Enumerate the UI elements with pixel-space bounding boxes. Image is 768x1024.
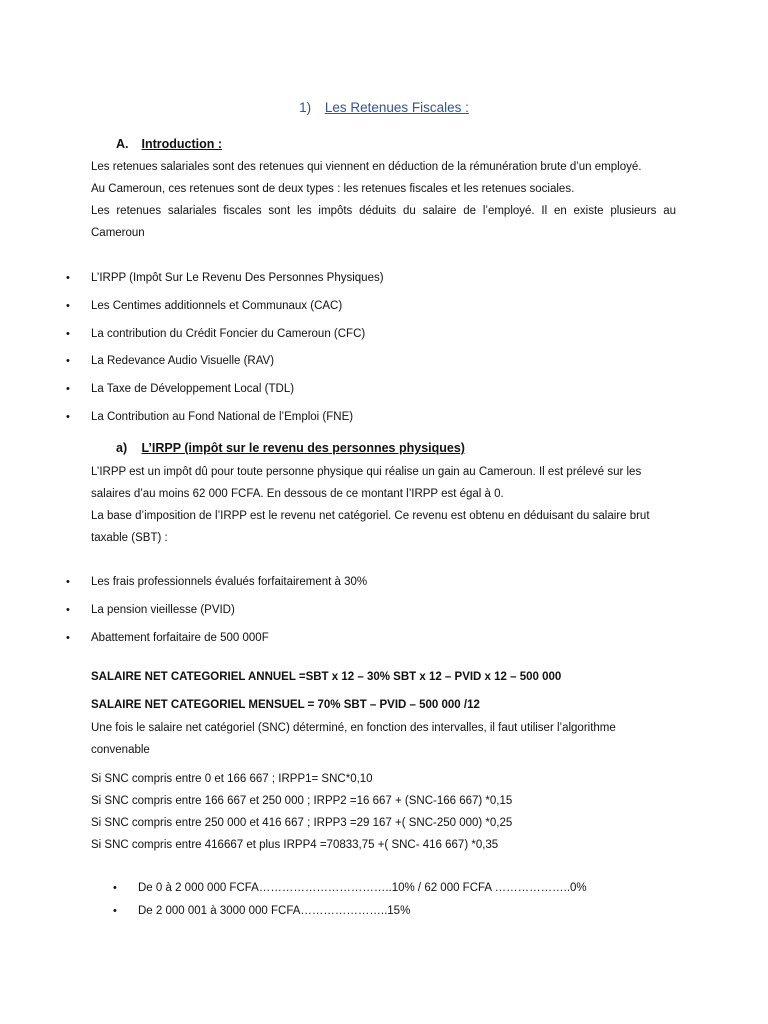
intro-heading <box>116 137 222 151</box>
list-item: De 2 000 001 à 3000 000 FCFA…………………..15% <box>138 905 411 917</box>
section-title: Les Retenues Fiscales : <box>324 100 469 115</box>
bullet-icon: • <box>66 632 70 644</box>
list-item: L’IRPP (Impôt Sur Le Revenu Des Personnes Physiques) <box>91 272 384 284</box>
formula-annual: SALAIRE NET CATEGORIEL ANNUEL =SBT x 12 – 30% SBT x 12 – PVID x 12 – 500 000 <box>91 671 562 683</box>
bullet-icon: • <box>66 411 70 423</box>
irpp-line: taxable (SBT) : <box>91 532 168 544</box>
bullet-icon: • <box>66 300 70 312</box>
bullet-icon: • <box>66 576 70 588</box>
bullet-icon: • <box>66 383 70 395</box>
list-item: Les Centimes additionnels et Communaux (CAC) <box>91 300 343 312</box>
list-item: De 0 à 2 000 000 FCFA……………………………..10% / 62 000 FCFA ………………..0% <box>138 882 587 894</box>
list-item: La Contribution au Fond National de l’Emploi (FNE) <box>91 411 354 423</box>
bullet-icon: • <box>113 882 117 894</box>
irpp-line: L’IRPP est un impôt dû pour toute personne physique qui réalise un gain au Cameroun. Il est prélevé sur les <box>91 466 642 478</box>
algo-intro-line: convenable <box>91 744 150 756</box>
bullet-icon: • <box>113 905 117 917</box>
intro-line: Les retenues salariales fiscales sont les impôts déduits du salaire de l’employé. Il en existe plusieurs au <box>91 205 676 217</box>
irpp-rule: Si SNC compris entre 166 667 et 250 000 ; IRPP2 =16 667 + (SNC-166 667) *0,15 <box>91 795 513 807</box>
list-item: La pension vieillesse (PVID) <box>91 604 235 616</box>
intro-title: Introduction : <box>141 137 223 151</box>
irpp-label: a) <box>116 441 128 455</box>
irpp-line: salaires d’au moins 62 000 FCFA. En dessous de ce montant l’IRPP est égal à 0. <box>91 488 504 500</box>
irpp-title: L’IRPP (impôt sur le revenu des personnes physiques) <box>141 441 465 455</box>
intro-line: Les retenues salariales sont des retenues qui viennent en déduction de la rémunération brute d’un employé. <box>91 161 642 173</box>
intro-line: Cameroun <box>91 227 145 239</box>
irpp-rule: Si SNC compris entre 0 et 166 667 ; IRPP1= SNC*0,10 <box>91 773 373 785</box>
irpp-rule: Si SNC compris entre 416667 et plus IRPP4 =70833,75 +( SNC- 416 667) *0,35 <box>91 839 499 851</box>
irpp-line: La base d’imposition de l’IRPP est le revenu net catégoriel. Ce revenu est obtenu en déduisant du salaire brut <box>91 510 650 522</box>
irpp-rule: Si SNC compris entre 250 000 et 416 667 ; IRPP3 =29 167 +( SNC-250 000) *0,25 <box>91 817 513 829</box>
section-number: 1) <box>299 100 312 115</box>
list-item: Abattement forfaitaire de 500 000F <box>91 632 269 644</box>
intro-label: A. <box>116 137 129 151</box>
bullet-icon: • <box>66 272 70 284</box>
bullet-icon: • <box>66 604 70 616</box>
algo-intro-line: Une fois le salaire net catégoriel (SNC) déterminé, en fonction des intervalles, il faut utiliser l’algorithme <box>91 722 616 734</box>
irpp-heading <box>116 441 465 455</box>
bullet-icon: • <box>66 355 70 367</box>
section-heading <box>0 100 768 115</box>
list-item: La Taxe de Développement Local (TDL) <box>91 383 295 395</box>
list-item: Les frais professionnels évalués forfaitairement à 30% <box>91 576 368 588</box>
formula-monthly: SALAIRE NET CATEGORIEL MENSUEL = 70% SBT – PVID – 500 000 /12 <box>91 699 480 711</box>
intro-line: Au Cameroun, ces retenues sont de deux types : les retenues fiscales et les retenues sociales. <box>91 183 575 195</box>
bullet-icon: • <box>66 328 70 340</box>
list-item: La Redevance Audio Visuelle (RAV) <box>91 355 275 367</box>
list-item: La contribution du Crédit Foncier du Cameroun (CFC) <box>91 328 366 340</box>
